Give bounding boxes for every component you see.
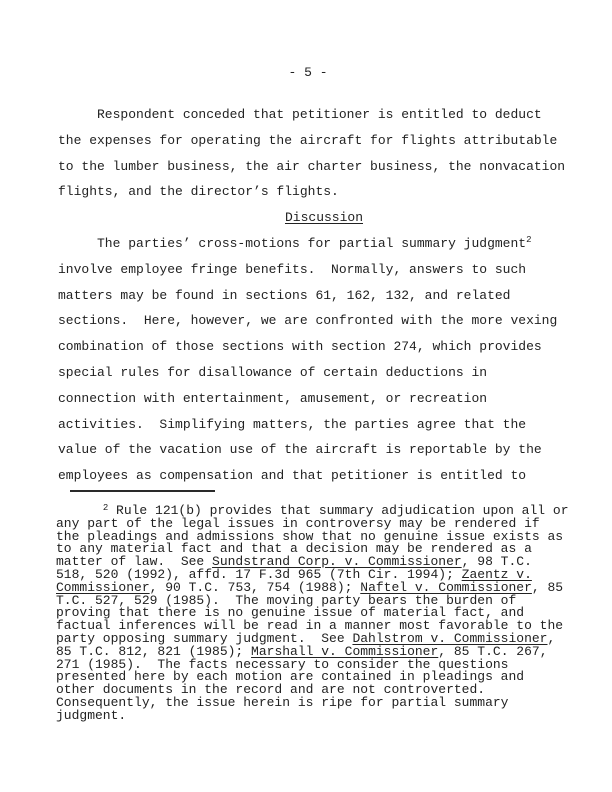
body-line: special rules for disallowance of certain deductions in: [58, 364, 488, 380]
footnote-line: $^2$ Rule 121(b) provides that summary adjudication upon all or: [102, 502, 569, 518]
page-number: - 5 -: [288, 65, 328, 80]
body-line: The parties’ cross-motions for partial summary judgment$^2$: [58, 235, 532, 251]
body-line: employees as compensation and that petitioner is entitled to: [58, 468, 527, 484]
footnote-separator: [70, 490, 215, 492]
footnote-line: party opposing summary judgment. See Dahlstrom v. Commissioner,: [56, 630, 556, 646]
body-line: connection with entertainment, amusement, or recreation: [58, 390, 488, 406]
footnote-line: 271 (1985). The facts necessary to consider the questions: [56, 656, 509, 672]
footnote-line: to any material fact and that a decision may be rendered as a: [56, 541, 532, 557]
footnote-line: Consequently, the issue herein is ripe for partial summary: [56, 694, 509, 710]
body-line: matters may be found in sections 61, 162, 132, and related: [58, 287, 511, 303]
footnote-line: factual inferences will be read in a manner most favorable to the: [56, 618, 564, 634]
body-line: the expenses for operating the aircraft for flights attributable: [58, 132, 558, 148]
footnote: [56, 502, 578, 723]
body-line: flights, and the director’s flights.: [58, 184, 339, 200]
footnote-line: matter of law. See Sundstrand Corp. v. Commissioner, 98 T.C.: [56, 554, 532, 570]
footnote-line: other documents in the record and are not controverted.: [56, 682, 486, 698]
footnote-line: 85 T.C. 812, 821 (1985); Marshall v. Commissioner, 85 T.C. 267,: [56, 643, 548, 659]
footnote-line: Commissioner, 90 T.C. 753, 754 (1988); Naftel v. Commissioner, 85: [56, 579, 564, 595]
footnote-line: 518, 520 (1992), affd. 17 F.3d 965 (7th Cir. 1994); Zaentz v.: [56, 566, 532, 582]
footnote-line: the pleadings and admissions show that no genuine issue exists as: [56, 528, 564, 544]
footnote-line: any part of the legal issues in controversy may be rendered if: [56, 515, 540, 531]
footnote-line: presented here by each motion are contained in pleadings and: [56, 669, 525, 685]
body-line: involve employee fringe benefits. Normally, answers to such: [58, 261, 527, 277]
footnote-line: judgment.: [56, 707, 127, 723]
body-line: value of the vacation use of the aircraft is reportable by the: [58, 442, 542, 458]
body-line: to the lumber business, the air charter business, the nonvacation: [58, 158, 566, 174]
body-line: activities. Simplifying matters, the parties agree that the: [58, 416, 527, 432]
body-line: Respondent conceded that petitioner is entitled to deduct: [58, 107, 542, 122]
body-line: combination of those sections with section 274, which provides: [58, 339, 542, 355]
footnote-line: proving that there is no genuine issue of material fact, and: [56, 605, 525, 621]
section-heading: [58, 205, 564, 231]
body-text: [58, 102, 564, 489]
section-heading-label: Discussion: [284, 210, 363, 226]
body-line: sections. Here, however, we are confronted with the more vexing: [58, 313, 558, 329]
footnote-line: T.C. 527, 529 (1985). The moving party bears the burden of: [56, 592, 517, 608]
